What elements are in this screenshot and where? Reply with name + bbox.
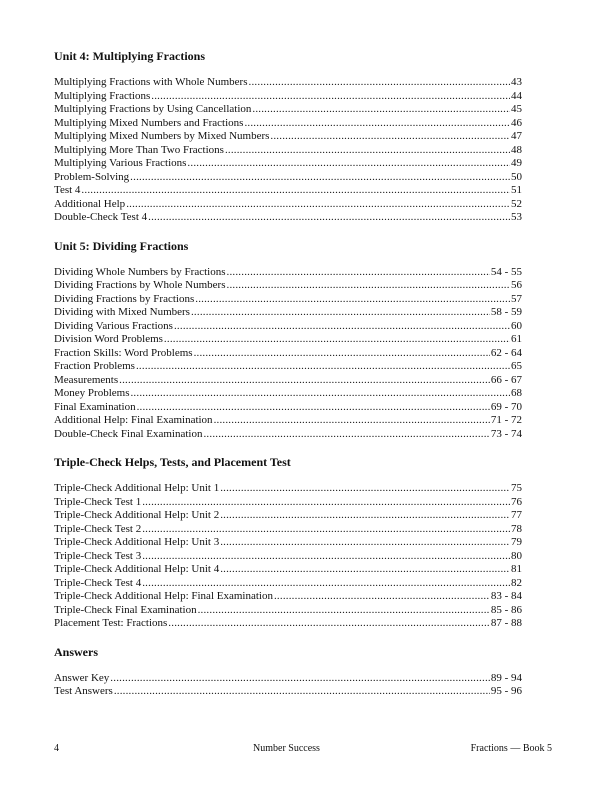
toc-entry <box>54 266 522 280</box>
dot-leader <box>227 279 511 293</box>
dot-leader <box>225 144 510 158</box>
entry-label: Triple-Check Additional Help: Final Examination <box>54 590 273 602</box>
dot-leader <box>130 387 510 401</box>
toc-list <box>54 482 522 631</box>
toc-entry <box>54 604 522 618</box>
entry-label: Fraction Skills: Word Problems <box>54 346 193 359</box>
page-footer <box>54 743 552 755</box>
dot-leader <box>220 509 510 523</box>
section-title: Triple-Check Helps, Tests, and Placement Test <box>54 455 291 469</box>
entry-page: 50 <box>511 170 522 183</box>
entry-page: 65 <box>511 360 522 372</box>
entry-page: 48 <box>511 143 522 156</box>
section-title: Answers <box>54 644 98 659</box>
entry-page: 60 <box>511 319 522 332</box>
dot-leader <box>220 482 510 496</box>
toc-entry <box>54 550 522 564</box>
entry-page: 66 - 67 <box>490 373 522 386</box>
dot-leader <box>174 320 510 334</box>
entry-page: 62 - 64 <box>490 346 522 359</box>
entry-page: 83 - 84 <box>490 590 522 602</box>
entry-label: Multiplying Mixed Numbers by Mixed Numbers <box>54 130 270 142</box>
entry-label: Dividing Various Fractions <box>54 319 173 332</box>
dot-leader <box>249 76 510 90</box>
toc-entry <box>54 198 522 212</box>
footer-page-number: 4 <box>54 743 59 754</box>
entry-page: 51 <box>511 184 522 196</box>
dot-leader <box>220 563 510 577</box>
entry-page: 44 <box>511 89 522 102</box>
entry-page: 75 <box>511 482 522 494</box>
dot-leader <box>151 90 510 104</box>
entry-page: 78 <box>511 522 522 535</box>
entry-page: 49 <box>511 157 522 169</box>
entry-label: Multiplying Various Fractions <box>54 157 187 169</box>
toc-entry <box>54 103 522 117</box>
dot-leader <box>114 685 490 699</box>
entry-page: 85 - 86 <box>490 603 522 616</box>
toc-list <box>54 266 522 442</box>
entry-page: 52 <box>511 197 522 210</box>
toc-entry <box>54 117 522 131</box>
toc-entry <box>54 347 522 361</box>
entry-label: Multiplying Fractions <box>54 89 151 102</box>
dot-leader <box>110 672 490 686</box>
entry-label: Dividing Fractions by Fractions <box>54 292 195 305</box>
dot-leader <box>136 360 510 374</box>
toc-entry <box>54 279 522 293</box>
toc-entry <box>54 577 522 591</box>
toc-entry <box>54 685 522 699</box>
entry-label: Triple-Check Additional Help: Unit 4 <box>54 563 220 575</box>
entry-label: Dividing Whole Numbers by Fractions <box>54 265 226 278</box>
toc-list <box>54 672 522 699</box>
toc-entry <box>54 482 522 496</box>
toc-entry <box>54 374 522 388</box>
toc-entry <box>54 496 522 510</box>
toc-section-triple-check <box>54 455 522 631</box>
entry-page: 89 - 94 <box>490 671 522 684</box>
entry-page: 58 - 59 <box>490 306 522 318</box>
entry-page: 76 <box>511 495 522 508</box>
toc-entry <box>54 320 522 334</box>
entry-label: Multiplying Fractions by Using Cancellation <box>54 103 252 115</box>
dot-leader <box>191 306 490 320</box>
toc-entry <box>54 144 522 158</box>
toc-entry <box>54 211 522 225</box>
toc-entry <box>54 536 522 550</box>
dot-leader <box>194 347 490 361</box>
entry-page: 69 - 70 <box>490 400 522 413</box>
toc-entry <box>54 360 522 374</box>
dot-leader <box>137 401 490 415</box>
toc-section-unit-5 <box>54 239 522 442</box>
toc-entry <box>54 157 522 171</box>
toc-section-unit-4 <box>54 49 522 225</box>
entry-page: 68 <box>511 387 522 399</box>
toc-entry <box>54 590 522 604</box>
dot-leader <box>119 374 490 388</box>
entry-page: 61 <box>511 333 522 345</box>
footer-series-title: Number Success <box>253 743 320 754</box>
entry-label: Test 4 <box>54 184 81 196</box>
entry-label: Fraction Problems <box>54 360 135 372</box>
toc-entry <box>54 617 522 631</box>
toc-entry <box>54 672 522 686</box>
entry-label: Money Problems <box>54 387 130 399</box>
toc-entry <box>54 414 522 428</box>
entry-page: 71 - 72 <box>490 414 522 426</box>
entry-page: 56 <box>511 279 522 291</box>
entry-label: Triple-Check Additional Help: Unit 2 <box>54 509 220 521</box>
entry-page: 54 - 55 <box>490 265 522 278</box>
entry-label: Triple-Check Additional Help: Unit 1 <box>54 482 220 494</box>
entry-page: 46 <box>511 116 522 129</box>
entry-label: Triple-Check Test 4 <box>54 576 142 589</box>
toc-entry <box>54 293 522 307</box>
entry-label: Test Answers <box>54 685 113 697</box>
entry-label: Multiplying Mixed Numbers and Fractions <box>54 116 244 129</box>
toc-entry <box>54 523 522 537</box>
dot-leader <box>214 414 490 428</box>
dot-leader <box>203 428 489 442</box>
table-of-contents <box>54 49 522 699</box>
toc-entry <box>54 130 522 144</box>
entry-page: 53 <box>511 211 522 223</box>
section-title: Unit 5: Dividing Fractions <box>54 238 189 253</box>
entry-label: Multiplying Fractions with Whole Numbers <box>54 76 248 88</box>
toc-entry <box>54 563 522 577</box>
entry-page: 95 - 96 <box>490 685 522 697</box>
entry-page: 82 <box>511 576 522 589</box>
entry-label: Additional Help: Final Examination <box>54 414 213 426</box>
dot-leader <box>168 617 490 631</box>
dot-leader <box>164 333 510 347</box>
entry-label: Double-Check Test 4 <box>54 211 148 223</box>
toc-entry <box>54 333 522 347</box>
dot-leader <box>142 550 510 564</box>
entry-page: 57 <box>511 292 522 305</box>
entry-label: Double-Check Final Examination <box>54 427 203 440</box>
dot-leader <box>270 130 510 144</box>
toc-section-answers <box>54 645 522 699</box>
entry-page: 43 <box>511 76 522 88</box>
entry-label: Multiplying More Than Two Fractions <box>54 143 224 156</box>
entry-label: Placement Test: Fractions <box>54 617 168 629</box>
toc-entry <box>54 171 522 185</box>
entry-label: Dividing Fractions by Whole Numbers <box>54 279 226 291</box>
entry-page: 79 <box>511 536 522 548</box>
entry-label: Final Examination <box>54 400 136 413</box>
dot-leader <box>142 496 510 510</box>
footer-book-title: Fractions — Book 5 <box>470 743 552 754</box>
dot-leader <box>142 577 510 591</box>
dot-leader <box>244 117 510 131</box>
entry-label: Triple-Check Additional Help: Unit 3 <box>54 536 220 548</box>
entry-page: 87 - 88 <box>490 617 522 629</box>
dot-leader <box>142 523 510 537</box>
dot-leader <box>195 293 510 307</box>
dot-leader <box>187 157 510 171</box>
toc-entry <box>54 184 522 198</box>
entry-page: 77 <box>511 509 522 521</box>
toc-list <box>54 76 522 225</box>
dot-leader <box>198 604 490 618</box>
entry-label: Division Word Problems <box>54 333 163 345</box>
dot-leader <box>220 536 510 550</box>
entry-label: Triple-Check Final Examination <box>54 603 197 616</box>
entry-page: 45 <box>511 103 522 115</box>
toc-entry <box>54 306 522 320</box>
toc-entry <box>54 90 522 104</box>
entry-label: Triple-Check Test 2 <box>54 522 142 535</box>
dot-leader <box>227 266 490 280</box>
toc-entry <box>54 509 522 523</box>
dot-leader <box>126 198 510 212</box>
entry-label: Triple-Check Test 3 <box>54 549 142 562</box>
section-title: Unit 4: Multiplying Fractions <box>54 49 206 63</box>
entry-label: Dividing with Mixed Numbers <box>54 306 190 318</box>
entry-page: 73 - 74 <box>490 427 522 440</box>
entry-page: 47 <box>511 130 522 142</box>
dot-leader <box>252 103 510 117</box>
dot-leader <box>274 590 490 604</box>
dot-leader <box>148 211 510 225</box>
entry-page: 80 <box>511 549 522 562</box>
entry-label: Triple-Check Test 1 <box>54 495 142 508</box>
entry-label: Answer Key <box>54 671 110 684</box>
toc-entry <box>54 387 522 401</box>
entry-label: Problem-Solving <box>54 170 130 183</box>
toc-entry <box>54 428 522 442</box>
toc-entry <box>54 76 522 90</box>
dot-leader <box>81 184 510 198</box>
entry-label: Measurements <box>54 373 119 386</box>
dot-leader <box>130 171 510 185</box>
entry-label: Additional Help <box>54 197 126 210</box>
toc-entry <box>54 401 522 415</box>
entry-page: 81 <box>511 563 522 575</box>
